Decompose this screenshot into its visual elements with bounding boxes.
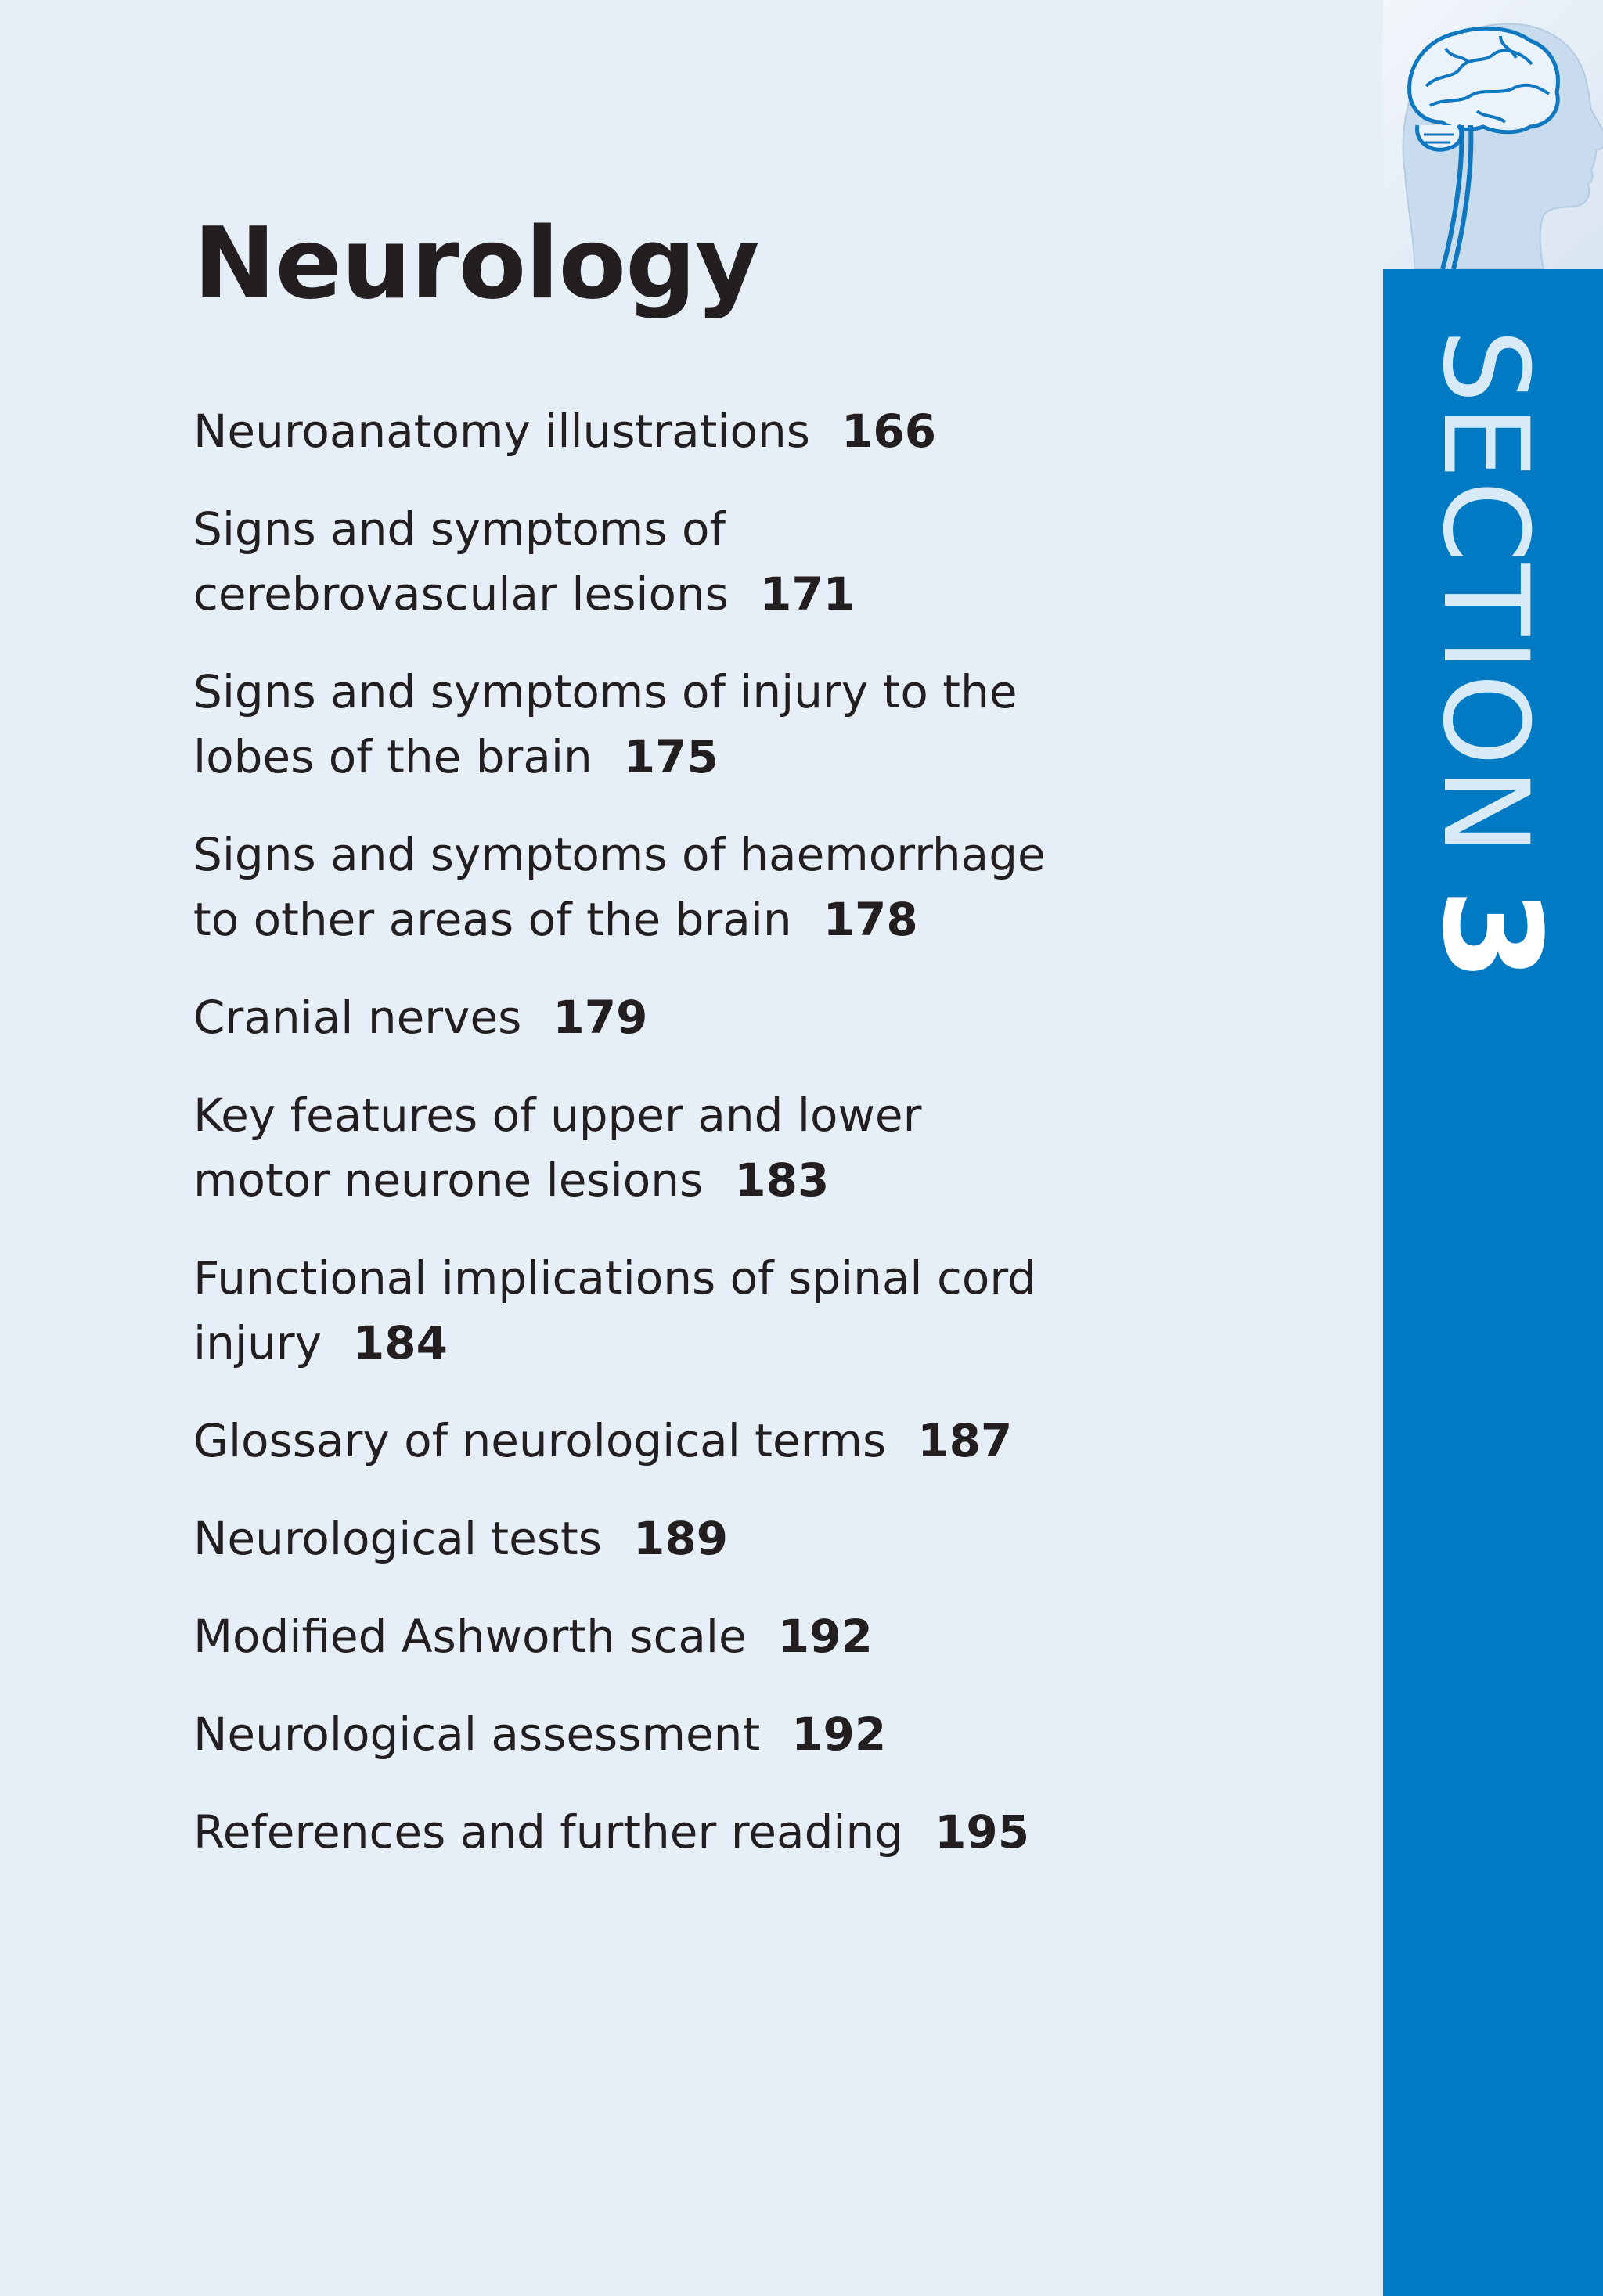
table-of-contents <box>193 399 1054 1898</box>
toc-entry[interactable] <box>193 1604 1054 1669</box>
toc-entry-title: Signs and symptoms of cerebrovascular lesions <box>193 502 729 621</box>
toc-entry-page: 175 <box>623 730 719 783</box>
toc-entry[interactable] <box>193 399 1054 464</box>
toc-entry-page: 195 <box>935 1805 1030 1859</box>
toc-entry-title: Glossary of neurological terms <box>193 1414 887 1467</box>
section-label: SECTION <box>1417 329 1553 857</box>
toc-entry-page: 166 <box>841 405 937 458</box>
toc-entry-page: 171 <box>759 567 856 621</box>
toc-entry-title: Signs and symptoms of injury to the lobes of the brain <box>193 665 1018 783</box>
toc-entry[interactable] <box>193 1409 1054 1474</box>
toc-entry-title: References and further reading <box>193 1805 904 1859</box>
page-title: Neurology <box>193 206 759 321</box>
toc-entry-title: Neurological tests <box>193 1512 602 1565</box>
toc-entry-title: Cranial nerves <box>193 991 522 1044</box>
toc-entry-title: Neuroanatomy illustrations <box>193 405 810 458</box>
toc-entry-page: 178 <box>823 893 918 946</box>
toc-entry[interactable] <box>193 1246 1054 1376</box>
toc-entry[interactable] <box>193 822 1054 952</box>
toc-entry[interactable] <box>193 660 1054 790</box>
toc-entry-page: 184 <box>352 1316 448 1369</box>
toc-entry-page: 189 <box>633 1512 729 1565</box>
toc-entry-page: 183 <box>734 1153 830 1207</box>
toc-entry[interactable] <box>193 985 1054 1050</box>
toc-entry[interactable] <box>193 1506 1054 1571</box>
toc-entry-page: 179 <box>553 991 648 1044</box>
toc-entry-page: 192 <box>791 1708 887 1761</box>
toc-entry-title: Signs and symptoms of haemorrhage to other areas of the brain <box>193 828 1046 946</box>
toc-entry[interactable] <box>193 1800 1054 1865</box>
brain-head-icon <box>1383 0 1603 269</box>
toc-entry[interactable] <box>193 497 1054 627</box>
section-number: 3 <box>1413 887 1570 982</box>
toc-entry-title: Modified Ashworth scale <box>193 1610 747 1663</box>
toc-entry-title: Key features of upper and lower motor neurone lesions <box>193 1089 922 1207</box>
toc-entry[interactable] <box>193 1702 1054 1767</box>
toc-entry-page: 187 <box>917 1414 1013 1467</box>
toc-entry-page: 192 <box>777 1610 873 1663</box>
toc-entry-title: Functional implications of spinal cord injury <box>193 1251 1036 1369</box>
section-tab-label <box>1397 329 1581 1033</box>
toc-entry[interactable] <box>193 1083 1054 1213</box>
toc-entry-title: Neurological assessment <box>193 1708 761 1761</box>
